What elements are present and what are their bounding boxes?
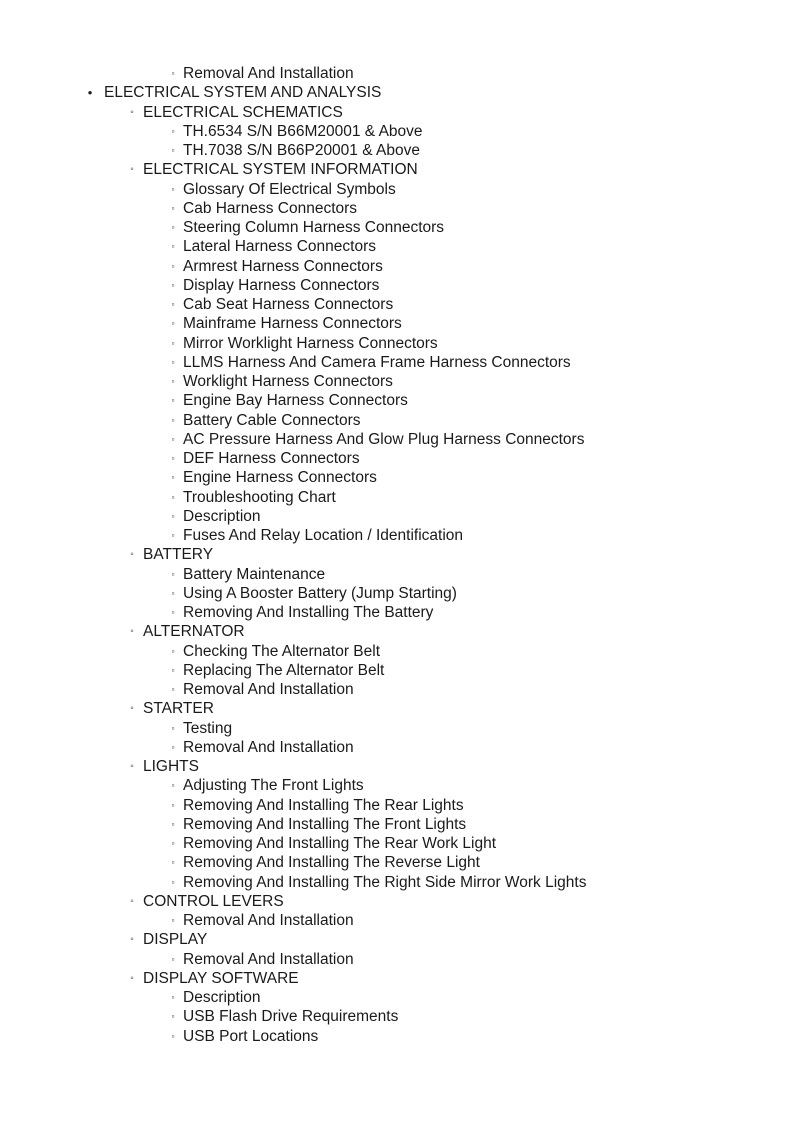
toc-entry — [0, 180, 794, 199]
toc-entry-label: Armrest Harness Connectors — [183, 257, 383, 275]
toc-entry-label: Removal And Installation — [183, 912, 354, 929]
toc-entry-label: ELECTRICAL SCHEMATICS — [143, 103, 343, 121]
toc-entry — [0, 391, 794, 410]
toc-entry — [0, 488, 794, 507]
hollow-square-bullet-icon: ▫ — [171, 723, 175, 733]
hollow-square-bullet-icon: ▫ — [171, 473, 175, 483]
toc-entry-label: Troubleshooting Chart — [183, 488, 336, 506]
hollow-circle-bullet-icon: ◦ — [130, 703, 134, 715]
toc-entry-label: DISPLAY — [143, 931, 208, 949]
toc-entry — [0, 334, 794, 353]
hollow-square-bullet-icon: ▫ — [171, 223, 175, 232]
hollow-square-bullet-icon: ▫ — [171, 954, 175, 964]
toc-subsection — [0, 545, 794, 564]
hollow-square-bullet-icon: ▫ — [171, 415, 175, 425]
toc-entry — [0, 526, 794, 545]
hollow-circle-bullet-icon: ◦ — [130, 626, 134, 638]
toc-subsection — [0, 969, 794, 988]
toc-entry-label: USB Port Locations — [183, 1027, 319, 1045]
toc-entry — [0, 853, 794, 872]
hollow-square-bullet-icon: ▫ — [171, 1012, 175, 1022]
hollow-square-bullet-icon: ▫ — [171, 665, 175, 675]
toc-entry-label: Glossary Of Electrical Symbols — [183, 180, 396, 198]
hollow-square-bullet-icon: ▫ — [171, 858, 175, 868]
toc-entry-label: AC Pressure Harness And Glow Plug Harness Connectors — [183, 430, 585, 448]
toc-entry — [0, 468, 794, 487]
toc-entry — [0, 411, 794, 430]
toc-entry-label: Fuses And Relay Location / Identification — [183, 527, 464, 544]
toc-entry-label: Removing And Installing The Rear Lights — [183, 796, 464, 814]
toc-entry — [0, 372, 794, 391]
toc-entry — [0, 680, 794, 699]
hollow-square-bullet-icon: ▫ — [171, 377, 175, 386]
table-of-contents — [0, 64, 794, 1046]
hollow-square-bullet-icon: ▫ — [171, 646, 175, 656]
toc-entry-label: Engine Harness Connectors — [183, 469, 377, 487]
hollow-square-bullet-icon: ▫ — [171, 454, 175, 463]
toc-subsection — [0, 699, 794, 718]
toc-entry — [0, 295, 794, 314]
toc-entry-label: Description — [183, 507, 261, 525]
toc-entry — [0, 1007, 794, 1026]
toc-subsection — [0, 103, 794, 122]
hollow-circle-bullet-icon: ◦ — [130, 972, 134, 984]
hollow-square-bullet-icon: ▫ — [171, 531, 175, 540]
hollow-square-bullet-icon: ▫ — [171, 916, 175, 925]
hollow-square-bullet-icon: ▫ — [171, 242, 175, 252]
toc-entry — [0, 1027, 794, 1046]
toc-entry-label: Lateral Harness Connectors — [183, 238, 376, 256]
toc-entry — [0, 738, 794, 757]
toc-entry-label: BATTERY — [143, 546, 214, 564]
toc-entry — [0, 237, 794, 256]
toc-entry — [0, 642, 794, 661]
toc-entry-label: Removal And Installation — [183, 738, 354, 756]
hollow-square-bullet-icon: ▫ — [171, 146, 175, 155]
toc-entry — [0, 64, 794, 83]
toc-entry — [0, 141, 794, 160]
toc-entry-label: ALTERNATOR — [143, 623, 245, 641]
hollow-square-bullet-icon: ▫ — [171, 261, 175, 271]
hollow-square-bullet-icon: ▫ — [171, 993, 175, 1002]
hollow-square-bullet-icon: ▫ — [171, 742, 175, 752]
filled-bullet-icon: • — [87, 85, 93, 101]
toc-entry-label: Description — [183, 989, 261, 1006]
toc-entry-label: Removing And Installing The Front Lights — [183, 815, 467, 833]
toc-entry — [0, 834, 794, 853]
toc-subsection — [0, 892, 794, 911]
toc-entry-label: Removal And Installation — [183, 950, 354, 968]
toc-entry-label: Removing And Installing The Right Side Mirror Work Lights — [183, 873, 587, 891]
hollow-square-bullet-icon: ▫ — [171, 69, 175, 78]
toc-entry — [0, 276, 794, 295]
toc-entry-label: TH.7038 S/N B66P20001 & Above — [183, 142, 420, 159]
hollow-square-bullet-icon: ▫ — [171, 357, 175, 367]
toc-entry-label: Cab Seat Harness Connectors — [183, 296, 394, 313]
toc-entry-label: USB Flash Drive Requirements — [183, 1008, 399, 1026]
toc-entry-label: LIGHTS — [143, 758, 199, 775]
toc-subsection — [0, 757, 794, 776]
toc-entry — [0, 218, 794, 237]
toc-entry-label: Engine Bay Harness Connectors — [183, 392, 408, 410]
toc-entry-label: Mainframe Harness Connectors — [183, 315, 402, 333]
hollow-circle-bullet-icon: ◦ — [130, 106, 134, 118]
toc-entry-label: DISPLAY SOFTWARE — [143, 969, 299, 987]
hollow-square-bullet-icon: ▫ — [171, 839, 175, 848]
toc-entry-label: ELECTRICAL SYSTEM AND ANALYSIS — [104, 84, 382, 102]
toc-entry-label: Removal And Installation — [183, 65, 354, 82]
toc-entry-label: TH.6534 S/N B66M20001 & Above — [183, 122, 423, 140]
toc-subsection — [0, 160, 794, 179]
hollow-square-bullet-icon: ▫ — [171, 685, 175, 694]
hollow-square-bullet-icon: ▫ — [171, 203, 175, 213]
toc-entry — [0, 661, 794, 680]
toc-entry-label: Mirror Worklight Harness Connectors — [183, 334, 438, 352]
toc-entry — [0, 430, 794, 449]
toc-entry-label: ELECTRICAL SYSTEM INFORMATION — [143, 161, 418, 179]
hollow-square-bullet-icon: ▫ — [171, 126, 175, 136]
toc-entry-label: Testing — [183, 719, 233, 737]
toc-entry-label: LLMS Harness And Camera Frame Harness Connectors — [183, 353, 571, 371]
toc-entry-label: Adjusting The Front Lights — [183, 777, 364, 795]
hollow-square-bullet-icon: ▫ — [171, 319, 175, 329]
toc-entry-label: Battery Maintenance — [183, 565, 326, 583]
toc-entry — [0, 776, 794, 795]
toc-entry-label: Replacing The Alternator Belt — [183, 661, 385, 679]
toc-entry-label: CONTROL LEVERS — [143, 892, 284, 910]
hollow-square-bullet-icon: ▫ — [171, 608, 175, 617]
toc-entry — [0, 449, 794, 468]
toc-entry-label: Display Harness Connectors — [183, 276, 380, 294]
hollow-square-bullet-icon: ▫ — [171, 800, 175, 810]
toc-entry — [0, 796, 794, 815]
toc-entry — [0, 950, 794, 969]
toc-entry — [0, 199, 794, 218]
toc-entry — [0, 507, 794, 526]
hollow-circle-bullet-icon: ◦ — [130, 164, 134, 176]
hollow-square-bullet-icon: ▫ — [171, 511, 175, 521]
hollow-circle-bullet-icon: ◦ — [130, 761, 134, 772]
toc-entry — [0, 988, 794, 1007]
hollow-square-bullet-icon: ▫ — [171, 877, 175, 887]
hollow-circle-bullet-icon: ◦ — [130, 895, 134, 907]
hollow-square-bullet-icon: ▫ — [171, 396, 175, 406]
toc-entry-label: Cab Harness Connectors — [183, 199, 358, 217]
toc-entry — [0, 314, 794, 333]
toc-entry-label: Using A Booster Battery (Jump Starting) — [183, 584, 457, 602]
toc-subsection — [0, 622, 794, 641]
toc-entry — [0, 353, 794, 372]
toc-entry — [0, 911, 794, 930]
hollow-square-bullet-icon: ▫ — [171, 569, 175, 579]
toc-entry — [0, 584, 794, 603]
toc-entry — [0, 122, 794, 141]
hollow-square-bullet-icon: ▫ — [171, 781, 175, 791]
hollow-square-bullet-icon: ▫ — [171, 300, 175, 309]
hollow-square-bullet-icon: ▫ — [171, 434, 175, 444]
hollow-circle-bullet-icon: ◦ — [130, 549, 134, 561]
toc-entry-label: Removal And Installation — [183, 681, 354, 698]
hollow-square-bullet-icon: ▫ — [171, 492, 175, 502]
toc-entry-label: Removing And Installing The Reverse Light — [183, 854, 480, 872]
toc-entry — [0, 873, 794, 892]
toc-entry-label: Worklight Harness Connectors — [183, 373, 393, 390]
hollow-square-bullet-icon: ▫ — [171, 280, 175, 290]
toc-entry — [0, 603, 794, 622]
toc-entry-label: STARTER — [143, 700, 214, 718]
toc-entry-label: DEF Harness Connectors — [183, 450, 360, 467]
toc-entry — [0, 257, 794, 276]
toc-entry-label: Removing And Installing The Battery — [183, 604, 434, 621]
toc-entry-label: Checking The Alternator Belt — [183, 642, 381, 660]
toc-entry — [0, 719, 794, 738]
toc-entry — [0, 815, 794, 834]
hollow-square-bullet-icon: ▫ — [171, 588, 175, 598]
hollow-square-bullet-icon: ▫ — [171, 338, 175, 348]
toc-entry-label: Steering Column Harness Connectors — [183, 219, 445, 236]
toc-subsection — [0, 930, 794, 949]
hollow-square-bullet-icon: ▫ — [171, 1031, 175, 1041]
toc-entry-label: Removing And Installing The Rear Work Light — [183, 835, 497, 852]
toc-entry — [0, 565, 794, 584]
toc-entry-label: Battery Cable Connectors — [183, 411, 361, 429]
toc-section — [0, 83, 794, 102]
hollow-circle-bullet-icon: ◦ — [130, 934, 134, 946]
hollow-square-bullet-icon: ▫ — [171, 184, 175, 194]
hollow-square-bullet-icon: ▫ — [171, 819, 175, 829]
